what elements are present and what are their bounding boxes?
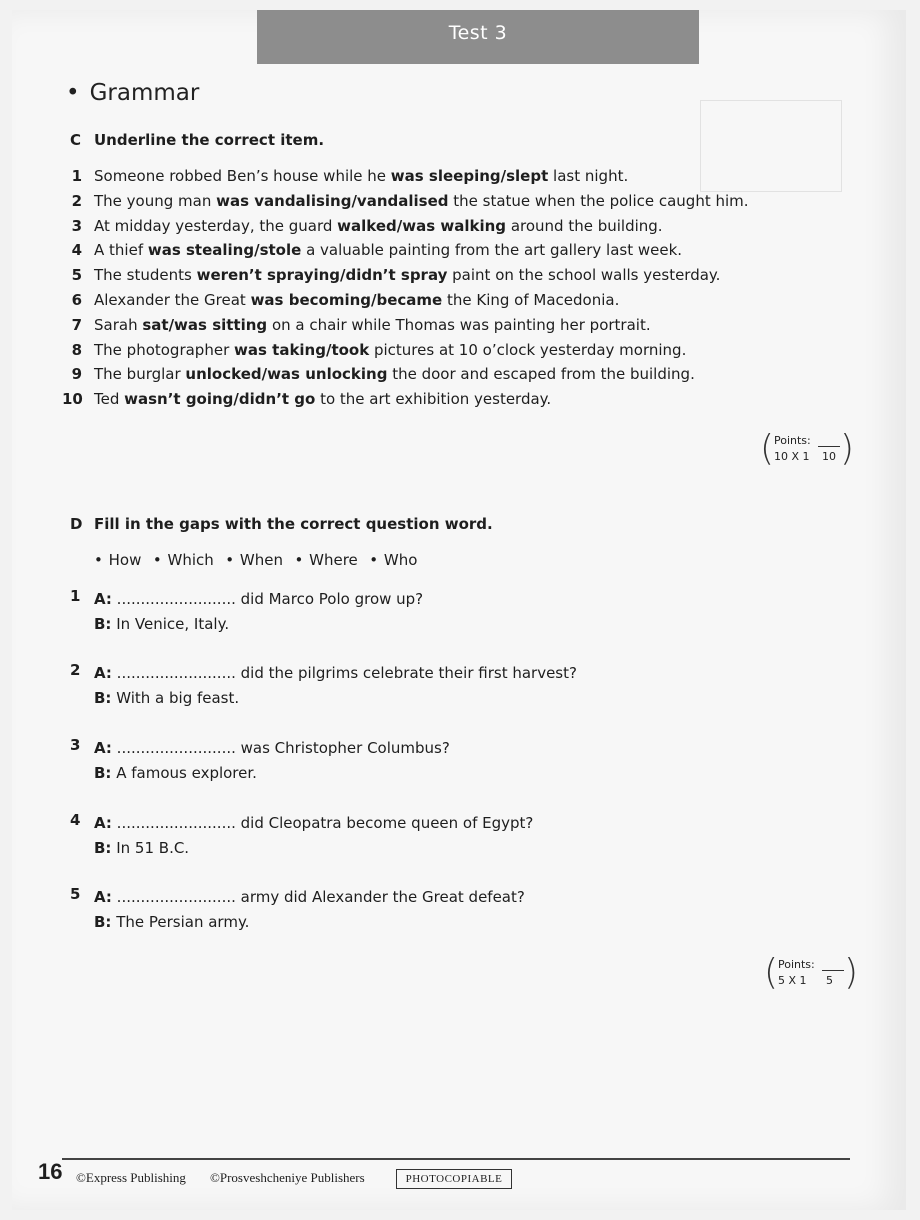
question-number: 3 <box>70 736 81 754</box>
question-b-text: In 51 B.C. <box>116 839 190 857</box>
points-label: Points: <box>778 958 815 971</box>
item-number: 5 <box>71 266 82 285</box>
speaker-a: A: <box>94 590 112 608</box>
publisher-credit-2: ©Prosveshcheniye Publishers <box>210 1170 365 1185</box>
section-c-list <box>62 164 749 412</box>
section-d-points <box>764 952 858 996</box>
section-c-points <box>760 428 854 472</box>
question-b-text: The Persian army. <box>116 913 250 931</box>
question-3 <box>70 736 450 786</box>
item-text-after: the door and escaped from the building. <box>387 365 695 384</box>
question-2 <box>70 661 577 711</box>
item-text-after: on a chair while Thomas was painting her portrait. <box>267 315 651 334</box>
item-number: 2 <box>71 191 82 210</box>
list-item <box>62 387 749 412</box>
list-item <box>71 362 749 387</box>
section-title-text: Grammar <box>89 80 200 106</box>
speaker-b: B: <box>94 615 112 633</box>
points-multiplier: 5 X 1 <box>778 974 807 987</box>
section-c-instruction: Underline the correct item. <box>94 131 325 149</box>
item-text-before: Ted <box>94 390 125 409</box>
points-score-line[interactable] <box>822 970 844 971</box>
item-text-after: the statue when the police caught him. <box>448 191 749 210</box>
item-text-before: The photographer <box>94 340 235 359</box>
item-text-after: paint on the school walls yesterday. <box>447 266 721 285</box>
item-number: 8 <box>71 340 82 359</box>
section-c-letter: C <box>70 131 82 149</box>
item-number: 6 <box>71 290 82 309</box>
answer-options[interactable]: was becoming/became <box>250 290 443 309</box>
question-1 <box>70 587 424 637</box>
speaker-b: B: <box>94 764 112 782</box>
question-a-line[interactable] <box>94 661 577 686</box>
question-b-line <box>94 836 533 861</box>
points-score-line[interactable] <box>818 446 840 447</box>
speaker-a: A: <box>94 814 112 832</box>
question-a-line[interactable] <box>94 736 450 761</box>
item-text-before: Alexander the Great <box>94 290 251 309</box>
section-c-header <box>70 131 325 149</box>
question-b-line <box>94 761 450 786</box>
section-d-letter: D <box>70 515 83 533</box>
section-title <box>66 80 199 106</box>
speaker-b: B: <box>94 689 112 707</box>
list-item <box>71 214 749 239</box>
answer-options[interactable]: was vandalising/vandalised <box>216 191 449 210</box>
question-b-line <box>94 910 525 935</box>
question-a-text: ......................... was Christopher Columbus? <box>116 739 450 757</box>
answer-options[interactable]: was taking/took <box>234 340 370 359</box>
publisher-credit-1: ©Express Publishing <box>76 1170 186 1185</box>
question-a-line[interactable] <box>94 885 525 910</box>
question-a-text: ......................... did Marco Polo grow up? <box>116 590 424 608</box>
item-text-after: to the art exhibition yesterday. <box>315 390 552 409</box>
item-text-before: Sarah <box>94 315 143 334</box>
list-item <box>71 164 749 189</box>
item-number: 3 <box>71 216 82 235</box>
answer-options[interactable]: unlocked/was unlocking <box>185 365 388 384</box>
test-title: Test 3 <box>448 22 508 44</box>
paren-right-icon: ) <box>839 428 854 469</box>
question-a-line[interactable] <box>94 587 423 612</box>
item-text-after: pictures at 10 o’clock yesterday morning. <box>369 340 687 359</box>
question-number: 1 <box>70 587 81 605</box>
list-item <box>71 238 749 263</box>
answer-options[interactable]: weren’t spraying/didn’t spray <box>196 266 448 285</box>
item-number: 1 <box>71 167 82 185</box>
points-label: Points: <box>774 434 811 447</box>
item-text-after: last night. <box>548 167 629 185</box>
answer-options[interactable]: wasn’t going/didn’t go <box>124 390 316 409</box>
speaker-a: A: <box>94 888 112 906</box>
question-4 <box>70 811 534 861</box>
speaker-a: A: <box>94 739 112 757</box>
speaker-a: A: <box>94 664 112 682</box>
list-item <box>71 263 749 288</box>
photocopiable-badge: PHOTOCOPIABLE <box>396 1169 512 1189</box>
answer-options[interactable]: was stealing/stole <box>147 241 302 260</box>
item-text-before: The young man <box>94 191 217 210</box>
test-title-banner <box>257 10 699 64</box>
item-text-after: the King of Macedonia. <box>442 290 620 309</box>
points-total: 10 <box>822 450 836 463</box>
speaker-b: B: <box>94 839 112 857</box>
answer-options[interactable]: sat/was sitting <box>142 315 268 334</box>
item-number: 4 <box>71 241 82 260</box>
list-item <box>71 313 749 338</box>
question-a-text: ......................... did the pilgrims celebrate their first harvest? <box>116 664 577 682</box>
question-5 <box>70 885 525 935</box>
points-multiplier: 10 X 1 <box>774 450 810 463</box>
paren-left-icon: ( <box>760 428 775 469</box>
question-b-text: A famous explorer. <box>116 764 257 782</box>
section-d-header <box>70 515 493 533</box>
item-text-before: At midday yesterday, the guard <box>94 216 338 235</box>
item-text-before: A thief <box>94 241 148 260</box>
footer-divider <box>62 1158 850 1160</box>
paren-left-icon: ( <box>764 952 779 993</box>
word-bank: • How • Which • When • Where • Who <box>94 551 418 569</box>
question-number: 4 <box>70 811 81 829</box>
answer-options[interactable]: was sleeping/slept <box>390 167 549 185</box>
points-total: 5 <box>826 974 833 987</box>
question-a-text: ......................... did Cleopatra become queen of Egypt? <box>116 814 534 832</box>
bullet-icon: • <box>66 80 80 106</box>
page-number: 16 <box>38 1159 63 1184</box>
question-b-text: In Venice, Italy. <box>116 615 230 633</box>
item-number: 9 <box>71 365 82 384</box>
item-text-before: The burglar <box>94 365 186 384</box>
question-a-text: ......................... army did Alexander the Great defeat? <box>116 888 525 906</box>
item-text-before: Someone robbed Ben’s house while he <box>94 167 391 185</box>
question-number: 2 <box>70 661 81 679</box>
item-text-after: a valuable painting from the art gallery last week. <box>301 241 683 260</box>
question-number: 5 <box>70 885 81 903</box>
paren-right-icon: ) <box>843 952 858 993</box>
item-number: 7 <box>71 315 82 334</box>
question-b-text: With a big feast. <box>116 689 240 707</box>
list-item <box>71 288 749 313</box>
question-b-line <box>94 612 423 637</box>
item-number: 10 <box>62 390 83 409</box>
section-d-instruction: Fill in the gaps with the correct question word. <box>94 515 493 533</box>
item-text-before: The students <box>94 266 197 285</box>
item-text-after: around the building. <box>506 216 663 235</box>
answer-options[interactable]: walked/was walking <box>337 216 507 235</box>
list-item <box>71 338 749 363</box>
speaker-b: B: <box>94 913 112 931</box>
question-b-line <box>94 686 577 711</box>
question-a-line[interactable] <box>94 811 533 836</box>
list-item <box>71 189 749 214</box>
